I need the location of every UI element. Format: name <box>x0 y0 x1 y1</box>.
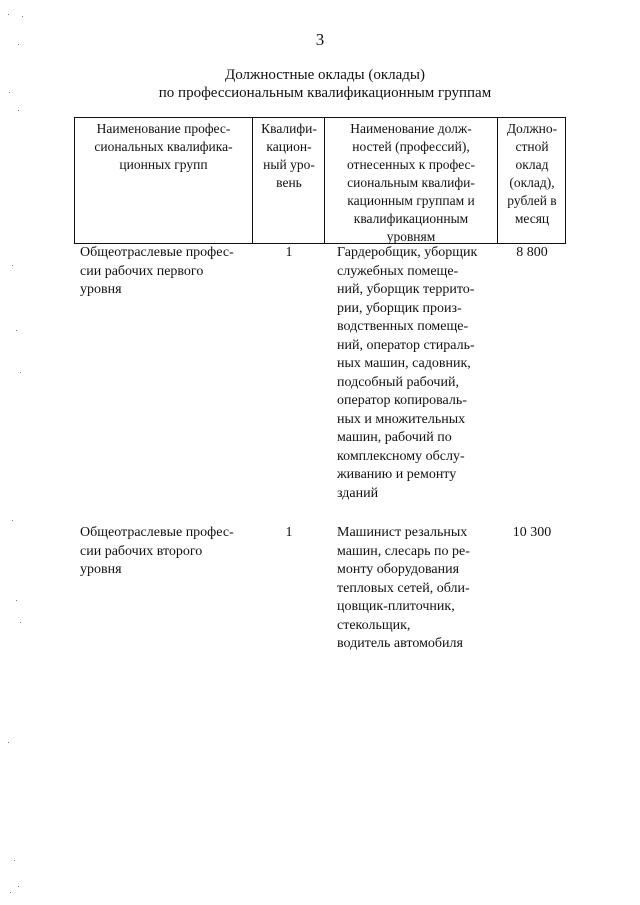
row-1-salary: 8 800 <box>516 245 548 260</box>
column-divider-2 <box>324 117 325 244</box>
row-2-salary: 10 300 <box>512 525 552 540</box>
title-line-1: Должностные оклады (оклады) <box>224 67 426 83</box>
header-qualification-level: Квалифи- кацион- ный уро- вень <box>261 121 317 190</box>
column-divider-1 <box>252 117 253 244</box>
page-number: 3 <box>315 30 325 49</box>
row-1-level: 1 <box>285 245 293 260</box>
table-right-border <box>565 117 566 244</box>
header-position-names: Наименование долж- ностей (профессий), отнесенных к профес- сиональным квалифи- кационным группам и квалификационным уровням <box>346 121 476 244</box>
document-title <box>40 66 610 102</box>
header-group-name: Наименование профес- сиональных квалифика- ционных групп <box>94 121 233 172</box>
table-top-border <box>74 117 566 118</box>
table-left-border <box>74 117 75 244</box>
row-1-positions: Гардеробщик, уборщик служебных помеще- ний, уборщик террито- рии, уборщик произ- водственных помеще- ний, оператор стираль- ных машин, садовник, подсобный рабочий, оператор копироваль- ных и множительных машин, рабочий по комплексному обслу- живанию и ремонту зданий <box>337 245 478 501</box>
row-1-group: Общеотраслевые профес- сии рабочих первого уровня <box>80 245 234 297</box>
header-salary: Должно- стной оклад (оклад), рублей в месяц <box>506 121 558 226</box>
salary-table <box>74 117 566 667</box>
title-line-2: по профессиональным квалификационным группам <box>158 85 492 101</box>
row-2-group: Общеотраслевые профес- сии рабочих второго уровня <box>80 525 234 577</box>
row-2-level: 1 <box>285 525 293 540</box>
row-2-positions: Машинист резальных машин, слесарь по ре- монту оборудования тепловых сетей, обли- цовщик-плиточник, стекольщик, водитель автомобиля <box>337 525 470 651</box>
column-divider-3 <box>497 117 498 244</box>
